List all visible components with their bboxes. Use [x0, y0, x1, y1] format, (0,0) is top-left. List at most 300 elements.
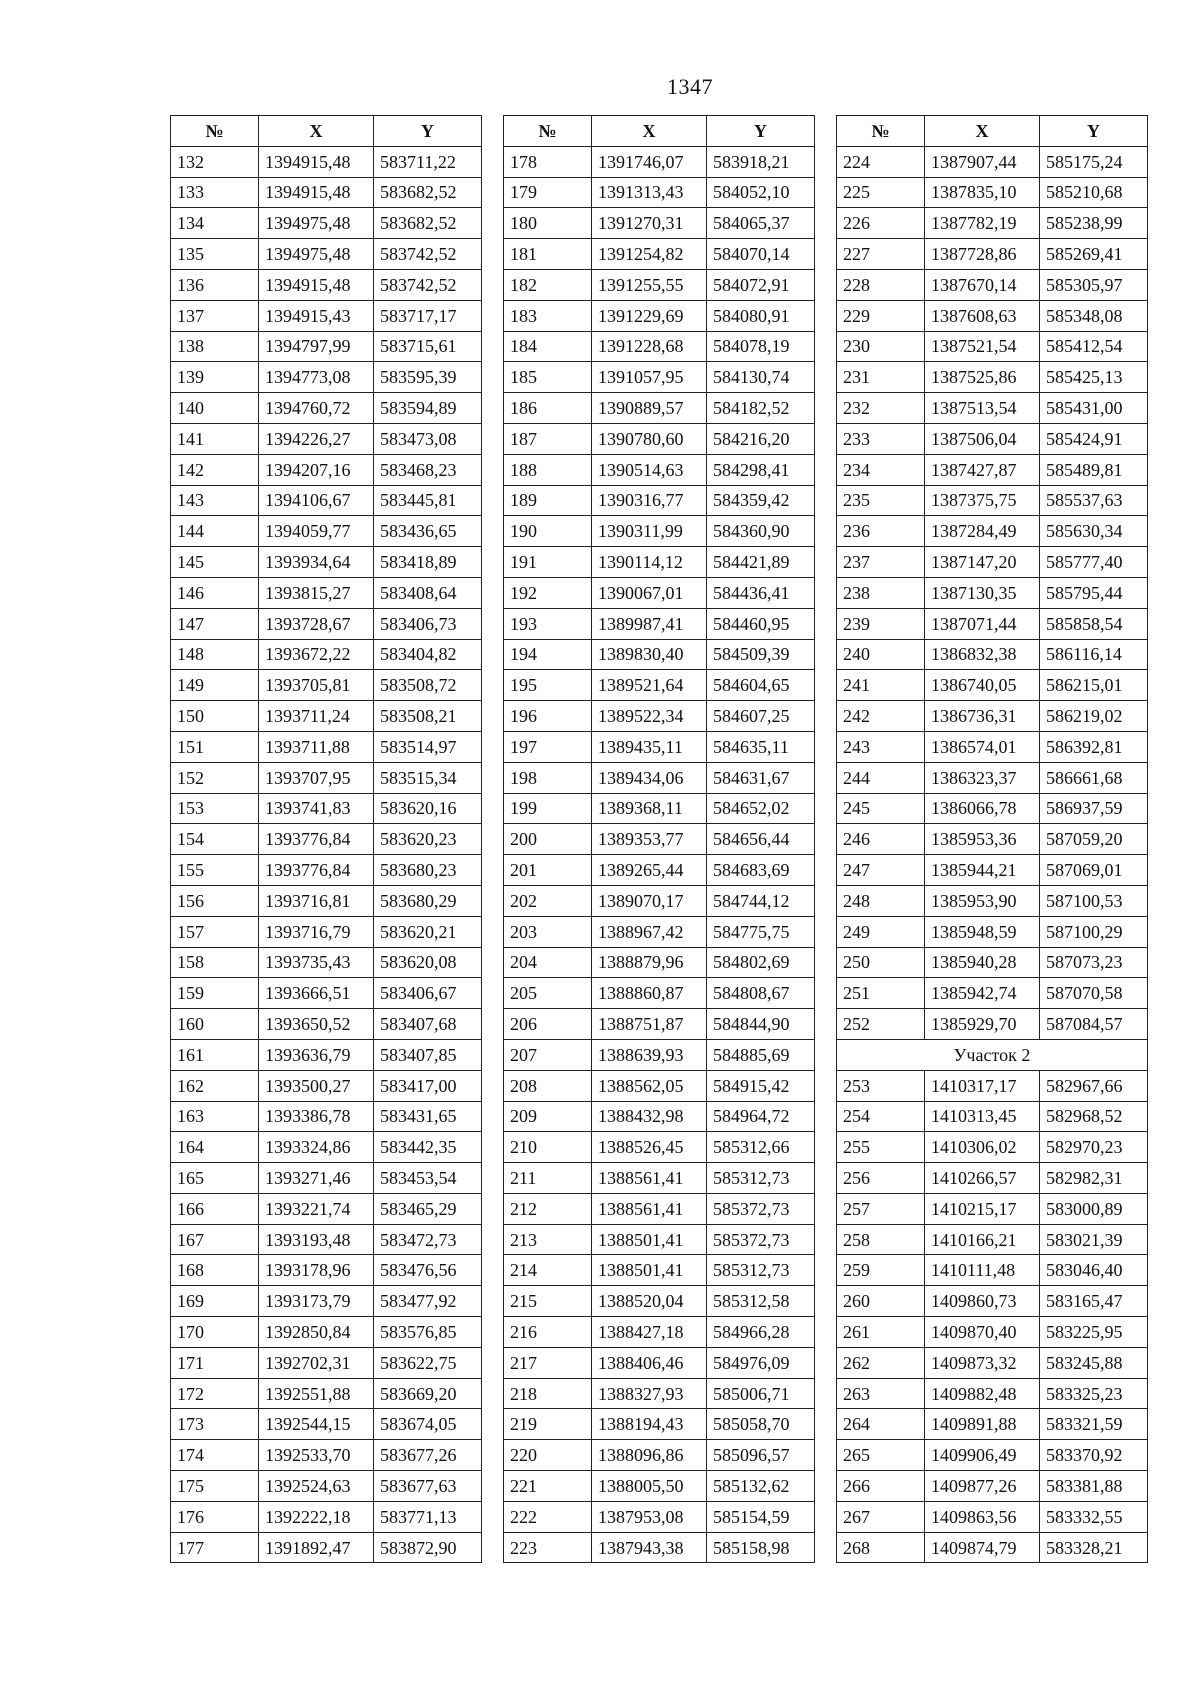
table-row	[837, 762, 1148, 793]
cell-number: 180	[504, 208, 592, 239]
cell-y: 583715,61	[374, 331, 482, 362]
cell-x: 1387284,49	[925, 516, 1040, 547]
table-row	[837, 639, 1148, 670]
cell-number: 192	[504, 577, 592, 608]
cell-x: 1390889,57	[592, 393, 707, 424]
cell-x: 1385942,74	[925, 978, 1040, 1009]
cell-y: 583742,52	[374, 269, 482, 300]
cell-number: 215	[504, 1286, 592, 1317]
cell-y: 586215,01	[1040, 670, 1148, 701]
table-row	[171, 1009, 482, 1040]
cell-number: 245	[837, 793, 925, 824]
cell-y: 584421,89	[707, 547, 815, 578]
table-row	[837, 824, 1148, 855]
cell-x: 1393741,83	[259, 793, 374, 824]
cell-y: 587100,29	[1040, 916, 1148, 947]
cell-x: 1388561,41	[592, 1163, 707, 1194]
cell-x: 1394915,43	[259, 300, 374, 331]
cell-y: 582967,66	[1040, 1070, 1148, 1101]
cell-y: 584065,37	[707, 208, 815, 239]
cell-x: 1393386,78	[259, 1101, 374, 1132]
cell-x: 1388432,98	[592, 1101, 707, 1132]
cell-x: 1393716,79	[259, 916, 374, 947]
table-row	[504, 547, 815, 578]
cell-x: 1387907,44	[925, 146, 1040, 177]
table-row	[171, 239, 482, 270]
table-row	[837, 885, 1148, 916]
cell-number: 168	[171, 1255, 259, 1286]
table-row	[837, 393, 1148, 424]
table-row	[837, 608, 1148, 639]
cell-number: 242	[837, 701, 925, 732]
table-row	[171, 362, 482, 393]
cell-y: 584436,41	[707, 577, 815, 608]
cell-x: 1393705,81	[259, 670, 374, 701]
cell-x: 1388406,46	[592, 1347, 707, 1378]
cell-y: 583406,73	[374, 608, 482, 639]
cell-y: 583682,52	[374, 177, 482, 208]
table-row	[171, 639, 482, 670]
cell-y: 584885,69	[707, 1039, 815, 1070]
cell-x: 1391254,82	[592, 239, 707, 270]
table-row	[171, 1317, 482, 1348]
cell-y: 585269,41	[1040, 239, 1148, 270]
cell-y: 585305,97	[1040, 269, 1148, 300]
cell-y: 584656,44	[707, 824, 815, 855]
cell-x: 1392544,15	[259, 1409, 374, 1440]
cell-number: 256	[837, 1163, 925, 1194]
table-row	[837, 1471, 1148, 1502]
table-row	[171, 485, 482, 516]
cell-number: 223	[504, 1532, 592, 1563]
cell-y: 583514,97	[374, 731, 482, 762]
cell-x: 1409906,49	[925, 1440, 1040, 1471]
cell-x: 1393271,46	[259, 1163, 374, 1194]
table-row	[837, 855, 1148, 886]
table-row	[504, 608, 815, 639]
cell-x: 1385948,59	[925, 916, 1040, 947]
table-row	[504, 731, 815, 762]
cell-y: 584607,25	[707, 701, 815, 732]
cell-y: 583473,08	[374, 423, 482, 454]
cell-number: 197	[504, 731, 592, 762]
cell-x: 1393221,74	[259, 1193, 374, 1224]
table-row	[504, 1532, 815, 1563]
table-row	[504, 300, 815, 331]
table-row	[171, 423, 482, 454]
cell-x: 1387375,75	[925, 485, 1040, 516]
table-row	[837, 793, 1148, 824]
table-row	[837, 731, 1148, 762]
cell-number: 261	[837, 1317, 925, 1348]
table-row	[504, 1471, 815, 1502]
cell-y: 583407,68	[374, 1009, 482, 1040]
cell-x: 1387782,19	[925, 208, 1040, 239]
cell-y: 583472,73	[374, 1224, 482, 1255]
cell-y: 585096,57	[707, 1440, 815, 1471]
cell-x: 1393500,27	[259, 1070, 374, 1101]
cell-number: 206	[504, 1009, 592, 1040]
table-row	[171, 516, 482, 547]
cell-number: 170	[171, 1317, 259, 1348]
cell-y: 584744,12	[707, 885, 815, 916]
cell-y: 584070,14	[707, 239, 815, 270]
cell-number: 191	[504, 547, 592, 578]
cell-y: 586392,81	[1040, 731, 1148, 762]
table-row	[504, 1347, 815, 1378]
table-row	[171, 1224, 482, 1255]
cell-y: 583408,64	[374, 577, 482, 608]
cell-number: 226	[837, 208, 925, 239]
cell-number: 238	[837, 577, 925, 608]
cell-x: 1387513,54	[925, 393, 1040, 424]
table-row	[504, 1255, 815, 1286]
cell-y: 584360,90	[707, 516, 815, 547]
cell-y: 585777,40	[1040, 547, 1148, 578]
cell-y: 584775,75	[707, 916, 815, 947]
cell-y: 584130,74	[707, 362, 815, 393]
cell-number: 221	[504, 1471, 592, 1502]
cell-number: 157	[171, 916, 259, 947]
cell-number: 268	[837, 1532, 925, 1563]
cell-number: 236	[837, 516, 925, 547]
cell-x: 1409891,88	[925, 1409, 1040, 1440]
cell-x: 1394106,67	[259, 485, 374, 516]
cell-number: 209	[504, 1101, 592, 1132]
cell-x: 1392533,70	[259, 1440, 374, 1471]
table-row	[504, 485, 815, 516]
cell-x: 1392551,88	[259, 1378, 374, 1409]
cell-x: 1394773,08	[259, 362, 374, 393]
table-row	[171, 1347, 482, 1378]
table-row	[837, 208, 1148, 239]
cell-number: 224	[837, 146, 925, 177]
cell-x: 1391313,43	[592, 177, 707, 208]
cell-y: 583445,81	[374, 485, 482, 516]
cell-y: 585537,63	[1040, 485, 1148, 516]
table-row	[504, 762, 815, 793]
cell-number: 148	[171, 639, 259, 670]
table-row	[171, 701, 482, 732]
cell-y: 585312,73	[707, 1163, 815, 1194]
cell-number: 211	[504, 1163, 592, 1194]
cell-x: 1386574,01	[925, 731, 1040, 762]
header-x: X	[925, 116, 1040, 147]
table-row	[171, 1532, 482, 1563]
cell-x: 1394059,77	[259, 516, 374, 547]
table-row	[171, 670, 482, 701]
table-row	[504, 146, 815, 177]
cell-x: 1385929,70	[925, 1009, 1040, 1040]
cell-y: 583442,35	[374, 1132, 482, 1163]
cell-x: 1389987,41	[592, 608, 707, 639]
cell-y: 585238,99	[1040, 208, 1148, 239]
cell-number: 134	[171, 208, 259, 239]
cell-x: 1388194,43	[592, 1409, 707, 1440]
cell-x: 1410317,17	[925, 1070, 1040, 1101]
cell-number: 179	[504, 177, 592, 208]
cell-x: 1393672,22	[259, 639, 374, 670]
cell-number: 210	[504, 1132, 592, 1163]
cell-number: 181	[504, 239, 592, 270]
page-number: 1347	[667, 74, 713, 99]
cell-y: 585424,91	[1040, 423, 1148, 454]
cell-x: 1391892,47	[259, 1532, 374, 1563]
table-row	[837, 362, 1148, 393]
table-row	[837, 577, 1148, 608]
table-row	[171, 793, 482, 824]
table-row	[504, 577, 815, 608]
cell-number: 265	[837, 1440, 925, 1471]
table-row	[171, 1132, 482, 1163]
cell-number: 177	[171, 1532, 259, 1563]
table-row	[171, 393, 482, 424]
cell-x: 1409870,40	[925, 1317, 1040, 1348]
cell-y: 583476,56	[374, 1255, 482, 1286]
cell-y: 583046,40	[1040, 1255, 1148, 1286]
cell-y: 582968,52	[1040, 1101, 1148, 1132]
table-row	[504, 208, 815, 239]
cell-y: 583680,23	[374, 855, 482, 886]
cell-number: 171	[171, 1347, 259, 1378]
cell-y: 583245,88	[1040, 1347, 1148, 1378]
table-row	[504, 1009, 815, 1040]
cell-number: 255	[837, 1132, 925, 1163]
cell-x: 1410266,57	[925, 1163, 1040, 1194]
cell-y: 583622,75	[374, 1347, 482, 1378]
cell-number: 198	[504, 762, 592, 793]
table-row	[171, 1501, 482, 1532]
header-x: X	[259, 116, 374, 147]
table-row	[504, 947, 815, 978]
table-row	[171, 762, 482, 793]
cell-number: 249	[837, 916, 925, 947]
cell-y: 583436,65	[374, 516, 482, 547]
cell-x: 1388751,87	[592, 1009, 707, 1040]
table-row	[504, 269, 815, 300]
cell-number: 240	[837, 639, 925, 670]
table-row	[837, 1163, 1148, 1194]
cell-number: 248	[837, 885, 925, 916]
cell-x: 1393193,48	[259, 1224, 374, 1255]
cell-y: 583717,17	[374, 300, 482, 331]
cell-number: 176	[171, 1501, 259, 1532]
cell-number: 204	[504, 947, 592, 978]
header-y: Y	[707, 116, 815, 147]
cell-number: 207	[504, 1039, 592, 1070]
cell-y: 583576,85	[374, 1317, 482, 1348]
table-row	[171, 300, 482, 331]
table-row	[504, 1378, 815, 1409]
cell-x: 1393711,24	[259, 701, 374, 732]
table-row	[171, 824, 482, 855]
cell-number: 264	[837, 1409, 925, 1440]
table-row	[504, 239, 815, 270]
cell-y: 583677,26	[374, 1440, 482, 1471]
table-row	[171, 208, 482, 239]
table-row	[837, 485, 1148, 516]
cell-y: 587084,57	[1040, 1009, 1148, 1040]
cell-x: 1388005,50	[592, 1471, 707, 1502]
cell-number: 161	[171, 1039, 259, 1070]
cell-y: 585058,70	[707, 1409, 815, 1440]
section-label: Участок 2	[837, 1039, 1148, 1070]
cell-number: 203	[504, 916, 592, 947]
table-row	[837, 978, 1148, 1009]
cell-number: 195	[504, 670, 592, 701]
cell-number: 133	[171, 177, 259, 208]
cell-y: 585372,73	[707, 1193, 815, 1224]
table-row	[837, 670, 1148, 701]
cell-y: 586661,68	[1040, 762, 1148, 793]
cell-x: 1388639,93	[592, 1039, 707, 1070]
cell-x: 1393776,84	[259, 824, 374, 855]
cell-x: 1392524,63	[259, 1471, 374, 1502]
cell-number: 149	[171, 670, 259, 701]
cell-y: 585412,54	[1040, 331, 1148, 362]
cell-y: 583407,85	[374, 1039, 482, 1070]
table-row	[837, 1255, 1148, 1286]
table-row	[171, 855, 482, 886]
cell-y: 582982,31	[1040, 1163, 1148, 1194]
table-row	[837, 516, 1148, 547]
cell-y: 583669,20	[374, 1378, 482, 1409]
cell-x: 1392850,84	[259, 1317, 374, 1348]
table-row	[171, 978, 482, 1009]
table-row	[171, 1101, 482, 1132]
cell-x: 1389521,64	[592, 670, 707, 701]
cell-y: 583468,23	[374, 454, 482, 485]
table-row	[837, 1378, 1148, 1409]
cell-number: 262	[837, 1347, 925, 1378]
table-row	[837, 1347, 1148, 1378]
cell-y: 585175,24	[1040, 146, 1148, 177]
cell-number: 246	[837, 824, 925, 855]
cell-y: 583381,88	[1040, 1471, 1148, 1502]
table-row	[171, 1440, 482, 1471]
table-row	[837, 916, 1148, 947]
table-row	[837, 239, 1148, 270]
cell-number: 135	[171, 239, 259, 270]
cell-y: 583620,08	[374, 947, 482, 978]
cell-number: 258	[837, 1224, 925, 1255]
cell-y: 583682,52	[374, 208, 482, 239]
cell-number: 231	[837, 362, 925, 393]
table-row	[171, 731, 482, 762]
header-y: Y	[1040, 116, 1148, 147]
cell-x: 1388561,41	[592, 1193, 707, 1224]
cell-y: 584460,95	[707, 608, 815, 639]
cell-y: 586937,59	[1040, 793, 1148, 824]
cell-number: 174	[171, 1440, 259, 1471]
cell-number: 185	[504, 362, 592, 393]
cell-x: 1393815,27	[259, 577, 374, 608]
cell-x: 1390780,60	[592, 423, 707, 454]
cell-y: 585630,34	[1040, 516, 1148, 547]
cell-x: 1385953,90	[925, 885, 1040, 916]
cell-number: 140	[171, 393, 259, 424]
cell-x: 1391255,55	[592, 269, 707, 300]
cell-x: 1387521,54	[925, 331, 1040, 362]
cell-x: 1388526,45	[592, 1132, 707, 1163]
cell-x: 1391057,95	[592, 362, 707, 393]
cell-number: 229	[837, 300, 925, 331]
cell-number: 212	[504, 1193, 592, 1224]
table-row	[171, 1255, 482, 1286]
cell-number: 151	[171, 731, 259, 762]
cell-number: 208	[504, 1070, 592, 1101]
cell-number: 234	[837, 454, 925, 485]
cell-number: 193	[504, 608, 592, 639]
cell-x: 1385953,36	[925, 824, 1040, 855]
cell-x: 1393776,84	[259, 855, 374, 886]
cell-x: 1390316,77	[592, 485, 707, 516]
cell-number: 218	[504, 1378, 592, 1409]
cell-y: 583328,21	[1040, 1532, 1148, 1563]
table-row	[837, 454, 1148, 485]
cell-number: 153	[171, 793, 259, 824]
cell-y: 583620,23	[374, 824, 482, 855]
cell-y: 584635,11	[707, 731, 815, 762]
cell-x: 1389435,11	[592, 731, 707, 762]
table-row	[504, 1039, 815, 1070]
cell-y: 583595,39	[374, 362, 482, 393]
table-row	[171, 1286, 482, 1317]
cell-number: 146	[171, 577, 259, 608]
cell-number: 243	[837, 731, 925, 762]
cell-y: 584976,09	[707, 1347, 815, 1378]
cell-y: 583677,63	[374, 1471, 482, 1502]
cell-number: 237	[837, 547, 925, 578]
cell-y: 587069,01	[1040, 855, 1148, 886]
cell-number: 159	[171, 978, 259, 1009]
cell-number: 230	[837, 331, 925, 362]
table-row	[504, 793, 815, 824]
cell-number: 225	[837, 177, 925, 208]
cell-number: 147	[171, 608, 259, 639]
cell-y: 583477,92	[374, 1286, 482, 1317]
cell-x: 1386323,37	[925, 762, 1040, 793]
cell-x: 1410306,02	[925, 1132, 1040, 1163]
cell-number: 217	[504, 1347, 592, 1378]
cell-number: 186	[504, 393, 592, 424]
cell-x: 1389353,77	[592, 824, 707, 855]
cell-x: 1394975,48	[259, 208, 374, 239]
cell-y: 587073,23	[1040, 947, 1148, 978]
table-row	[504, 1286, 815, 1317]
header-x: X	[592, 116, 707, 147]
cell-x: 1391746,07	[592, 146, 707, 177]
cell-x: 1386740,05	[925, 670, 1040, 701]
cell-y: 583418,89	[374, 547, 482, 578]
table-row	[504, 1224, 815, 1255]
cell-number: 214	[504, 1255, 592, 1286]
cell-x: 1389368,11	[592, 793, 707, 824]
cell-y: 583465,29	[374, 1193, 482, 1224]
cell-x: 1387953,08	[592, 1501, 707, 1532]
table-row	[837, 300, 1148, 331]
cell-x: 1410313,45	[925, 1101, 1040, 1132]
cell-y: 585795,44	[1040, 577, 1148, 608]
cell-x: 1410111,48	[925, 1255, 1040, 1286]
cell-y: 583680,29	[374, 885, 482, 916]
cell-y: 584808,67	[707, 978, 815, 1009]
cell-x: 1385944,21	[925, 855, 1040, 886]
cell-y: 585372,73	[707, 1224, 815, 1255]
table-row	[504, 1101, 815, 1132]
cell-number: 175	[171, 1471, 259, 1502]
cell-x: 1389070,17	[592, 885, 707, 916]
